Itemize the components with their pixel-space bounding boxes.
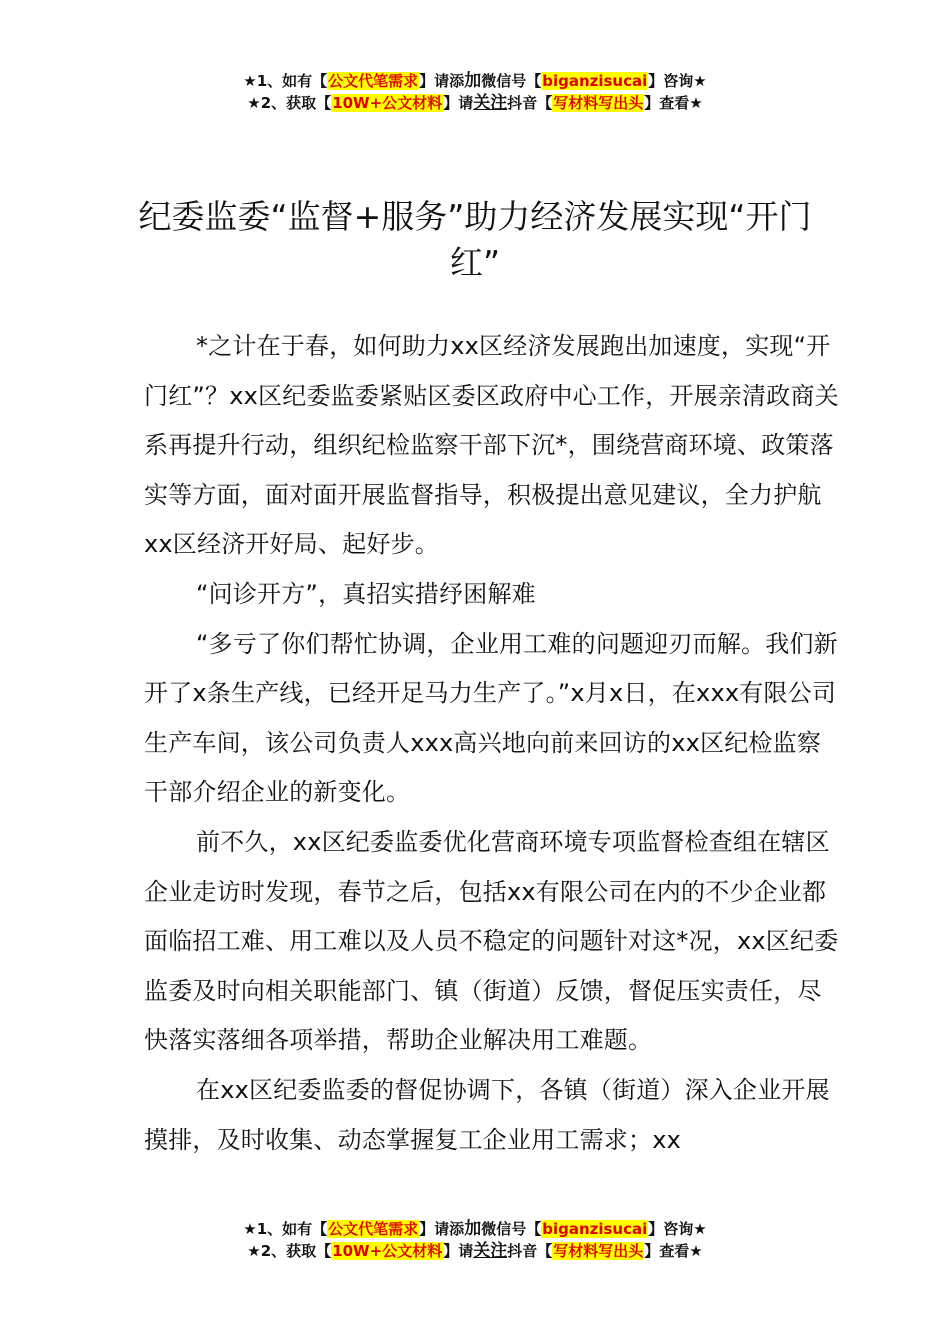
banner-text: 】咨询★ bbox=[648, 1220, 707, 1238]
banner-text: 】咨询★ bbox=[648, 72, 707, 90]
banner-text: 加 bbox=[464, 1219, 482, 1239]
banner-line-2 bbox=[0, 92, 950, 114]
paragraph: *之计在于春，如何助力xx区经济发展跑出加速度，实现“开门红”？xx区纪委监委紧贴区委区政府中心工作，开展亲清政商关系再提升行动，组织纪检监察干部下沉*，围绕营商环境、政策落实等方面，面对面开展监督指导，积极提出意见建议，全力护航xx区经济开好局、起好步。 bbox=[144, 332, 839, 559]
banner-text: ★2、获取【 bbox=[247, 94, 332, 112]
banner-line-1 bbox=[0, 70, 950, 92]
banner-text: 抖音【 bbox=[507, 1242, 553, 1260]
paragraph: 在xx区纪委监委的督促协调下，各镇（街道）深入企业开展摸排，及时收集、动态掌握复工企业用工需求；xx bbox=[144, 1075, 830, 1154]
banner-highlight: biganzisucai bbox=[542, 72, 648, 90]
banner-text: 抖音【 bbox=[507, 94, 553, 112]
banner-highlight: 写材料写出头 bbox=[553, 1242, 644, 1260]
banner-line-2 bbox=[0, 1240, 950, 1262]
banner-highlight: 公文代笔需求 bbox=[328, 1220, 419, 1238]
banner-text: 加 bbox=[464, 71, 482, 91]
banner-highlight: 写材料写出头 bbox=[553, 94, 644, 112]
banner-text: 】查看★ bbox=[644, 1242, 703, 1260]
banner-highlight: 10W+公文材料 bbox=[332, 94, 443, 112]
banner-text: 关注 bbox=[473, 1241, 508, 1261]
banner-line-1 bbox=[0, 1218, 950, 1240]
header-banner bbox=[0, 70, 950, 114]
banner-highlight: 10W+公文材料 bbox=[332, 1242, 443, 1260]
banner-text: 关注 bbox=[473, 93, 508, 113]
banner-text: 】查看★ bbox=[644, 94, 703, 112]
banner-text: 】请 bbox=[443, 94, 474, 112]
banner-text: 微信号【 bbox=[481, 1220, 542, 1238]
section-heading: “问诊开方”，真招实措纾困解难 bbox=[196, 579, 536, 608]
banner-text: 】请 bbox=[443, 1242, 474, 1260]
banner-highlight: 公文代笔需求 bbox=[328, 72, 419, 90]
paragraph: 前不久，xx区纪委监委优化营商环境专项监督检查组在辖区企业走访时发现，春节之后，包括xx有限公司在内的不少企业都面临招工难、用工难以及人员不稳定的问题针对这*况，xx区纪委监委及时向相关职能部门、镇（街道）反馈，督促压实责任，尽快落实落细各项举措，帮助企业解决用工难题。 bbox=[144, 827, 839, 1055]
banner-text: ★1、如有【 bbox=[243, 1220, 328, 1238]
banner-text: 微信号【 bbox=[481, 72, 542, 90]
banner-text: ★2、获取【 bbox=[247, 1242, 332, 1260]
document-title: 纪委监委“监督+服务”助力经济发展实现“开门红” bbox=[138, 197, 812, 283]
banner-text: 】请添 bbox=[419, 1220, 465, 1238]
paragraph: “多亏了你们帮忙协调，企业用工难的问题迎刃而解。我们新开了x条生产线，已经开足马力生产了。”x月x日，在xxx有限公司生产车间，该公司负责人xxx高兴地向前来回访的xx区纪检监察干部介绍企业的新变化。 bbox=[144, 629, 838, 807]
banner-highlight: biganzisucai bbox=[542, 1220, 648, 1238]
footer-banner bbox=[0, 1218, 950, 1262]
banner-text: 】请添 bbox=[419, 72, 465, 90]
banner-text: ★1、如有【 bbox=[243, 72, 328, 90]
document-body bbox=[144, 322, 844, 1165]
